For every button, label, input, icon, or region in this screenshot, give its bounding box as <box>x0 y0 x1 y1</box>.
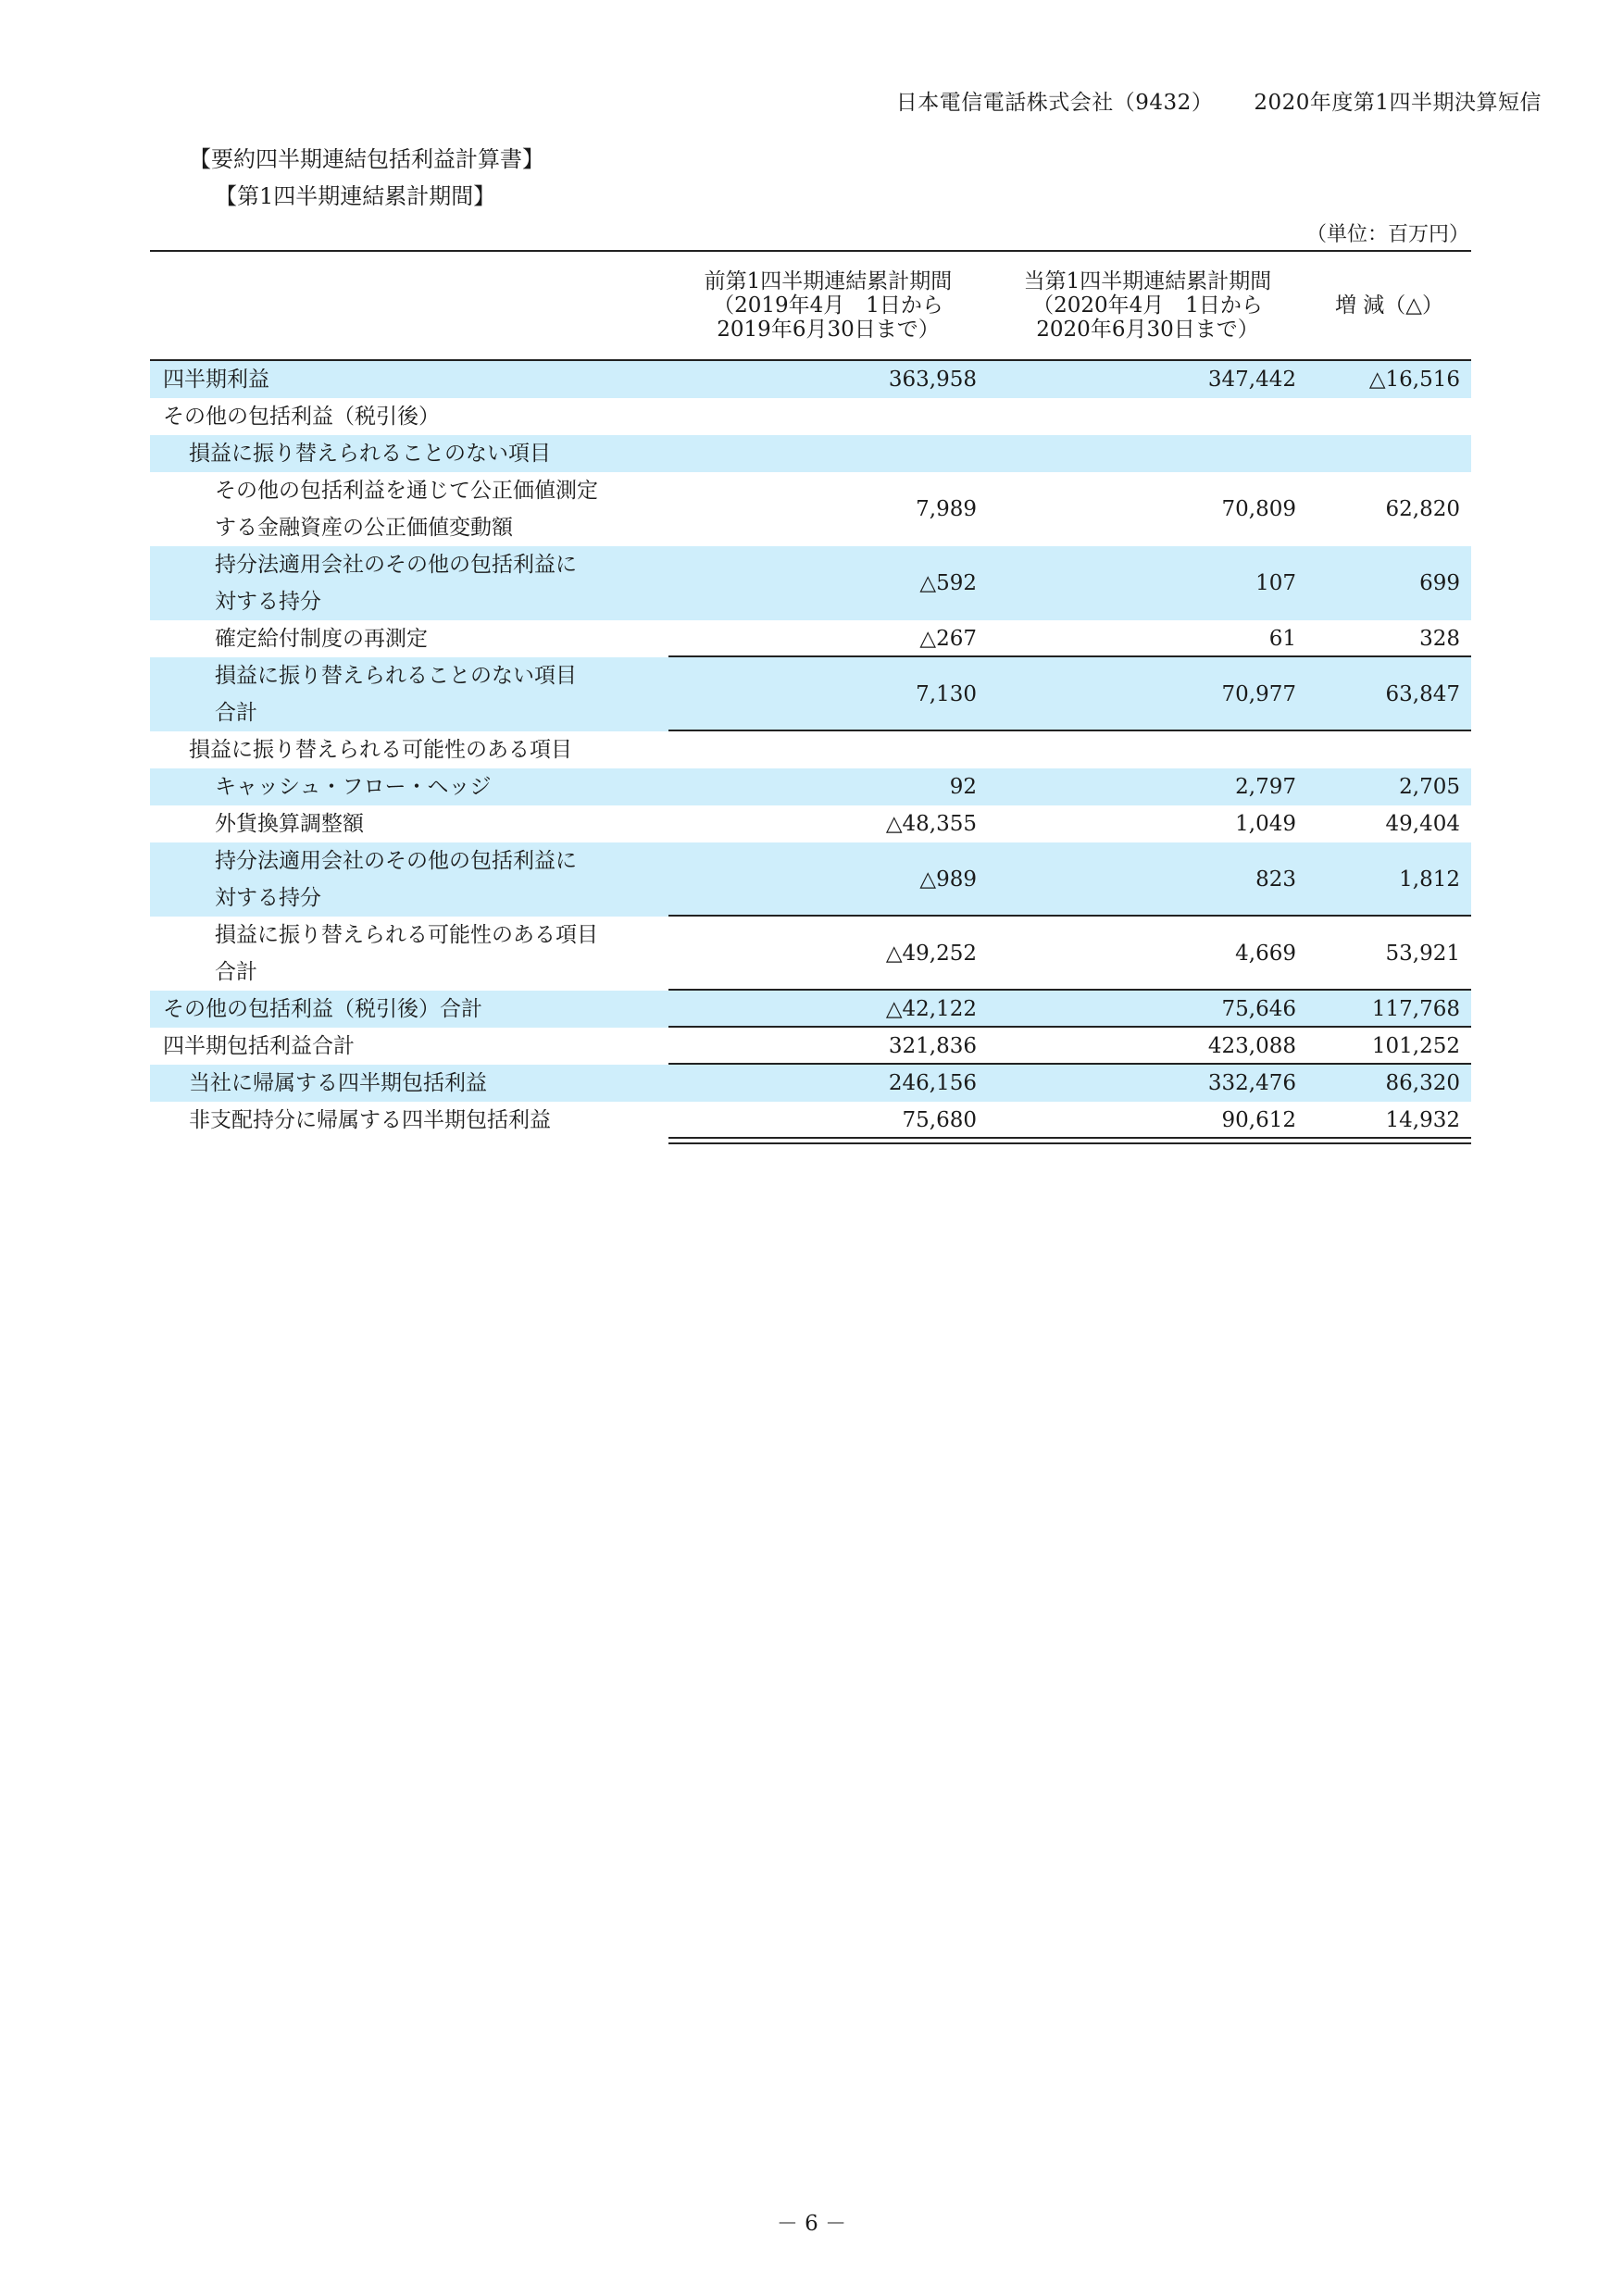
period-title: 【第1四半期連結累計期間】 <box>215 183 496 209</box>
table-row <box>150 546 1471 620</box>
value-curr: 4,669 <box>1235 942 1296 966</box>
column-change: 増 減（△） <box>1335 293 1443 318</box>
table-header <box>150 252 1471 361</box>
table-row <box>150 1102 1471 1139</box>
value-change: 53,921 <box>1385 942 1460 966</box>
value-prev: 246,156 <box>888 1071 977 1095</box>
value-change: 117,768 <box>1371 997 1460 1021</box>
report-name: 2020年度第1四半期決算短信 <box>1254 91 1542 115</box>
row-label: 持分法適用会社のその他の包括利益に 対する持分 <box>215 849 577 910</box>
row-label: 損益に振り替えられることのない項目 合計 <box>215 664 577 725</box>
table-row <box>150 1028 1471 1065</box>
row-label: その他の包括利益（税引後） <box>163 405 440 429</box>
table-row <box>150 917 1471 991</box>
value-prev: △49,252 <box>885 942 977 966</box>
value-prev: 7,989 <box>916 497 977 521</box>
row-label: 持分法適用会社のその他の包括利益に 対する持分 <box>215 553 577 614</box>
row-label: 損益に振り替えられる可能性のある項目 合計 <box>215 923 598 984</box>
document-header <box>896 85 1542 116</box>
value-change: 1,812 <box>1399 867 1460 892</box>
value-curr: 70,809 <box>1221 497 1296 521</box>
comprehensive-income-table <box>150 250 1471 1139</box>
value-change: 86,320 <box>1385 1071 1460 1095</box>
table-row <box>150 842 1471 917</box>
table-row <box>150 361 1471 398</box>
value-change: 63,847 <box>1385 682 1460 706</box>
page-number: － 6 － <box>776 2212 847 2236</box>
value-curr: 70,977 <box>1221 682 1296 706</box>
row-label: 当社に帰属する四半期包括利益 <box>189 1071 487 1095</box>
value-change: 2,705 <box>1399 775 1460 799</box>
statement-title: 【要約四半期連結包括利益計算書】 <box>189 146 544 172</box>
value-curr: 332,476 <box>1207 1071 1296 1095</box>
table-row <box>150 472 1471 546</box>
row-label: その他の包括利益を通じて公正価値測定 する金融資産の公正価値変動額 <box>215 479 598 540</box>
table-row <box>150 657 1471 731</box>
row-label: 損益に振り替えられる可能性のある項目 <box>189 738 572 762</box>
row-label: 外貨換算調整額 <box>215 812 364 836</box>
unit-label: （単位：百万円） <box>1305 223 1469 246</box>
value-curr: 75,646 <box>1221 997 1296 1021</box>
column-prev-period: 前第1四半期連結累計期間 （2019年4月 1日から 2019年6月30日まで） <box>704 269 953 342</box>
value-prev: 75,680 <box>902 1108 977 1132</box>
value-prev: 321,836 <box>888 1034 977 1058</box>
value-curr: 107 <box>1255 571 1296 595</box>
value-change: 62,820 <box>1385 497 1460 521</box>
value-curr: 1,049 <box>1235 812 1296 836</box>
row-label: 四半期利益 <box>163 368 269 392</box>
table-row <box>150 398 1471 435</box>
table-row <box>150 1065 1471 1102</box>
value-curr: 2,797 <box>1235 775 1296 799</box>
table-row <box>150 731 1471 768</box>
row-label: キャッシュ・フロー・ヘッジ <box>215 775 492 799</box>
value-prev: △267 <box>919 627 977 651</box>
value-change: 101,252 <box>1371 1034 1460 1058</box>
value-prev: 7,130 <box>916 682 977 706</box>
value-change: 699 <box>1419 571 1460 595</box>
column-curr-period: 当第1四半期連結累計期間 （2020年4月 1日から 2020年6月30日まで） <box>1023 269 1272 342</box>
value-change: △16,516 <box>1368 368 1460 392</box>
table-row <box>150 620 1471 657</box>
value-change: 49,404 <box>1385 812 1460 836</box>
value-change: 328 <box>1419 627 1460 651</box>
value-prev: △42,122 <box>885 997 977 1021</box>
table-row <box>150 991 1471 1028</box>
row-label: 確定給付制度の再測定 <box>215 627 428 651</box>
table-row <box>150 435 1471 472</box>
row-label: 損益に振り替えられることのない項目 <box>189 442 551 466</box>
table-row <box>150 805 1471 842</box>
value-change: 14,932 <box>1385 1108 1460 1132</box>
value-curr: 823 <box>1255 867 1296 892</box>
table-row <box>150 768 1471 805</box>
row-label: 非支配持分に帰属する四半期包括利益 <box>189 1108 551 1132</box>
value-prev: 363,958 <box>888 368 977 392</box>
value-prev: △592 <box>919 571 977 595</box>
value-curr: 347,442 <box>1207 368 1296 392</box>
value-prev: △48,355 <box>885 812 977 836</box>
value-curr: 90,612 <box>1221 1108 1296 1132</box>
value-curr: 61 <box>1268 627 1296 651</box>
company-name: 日本電信電話株式会社（9432） <box>895 91 1214 115</box>
value-prev: 92 <box>949 775 977 799</box>
row-label: 四半期包括利益合計 <box>163 1034 355 1058</box>
value-prev: △989 <box>919 867 977 892</box>
row-label: その他の包括利益（税引後）合計 <box>163 997 482 1021</box>
value-curr: 423,088 <box>1207 1034 1296 1058</box>
header-blank <box>150 252 668 359</box>
